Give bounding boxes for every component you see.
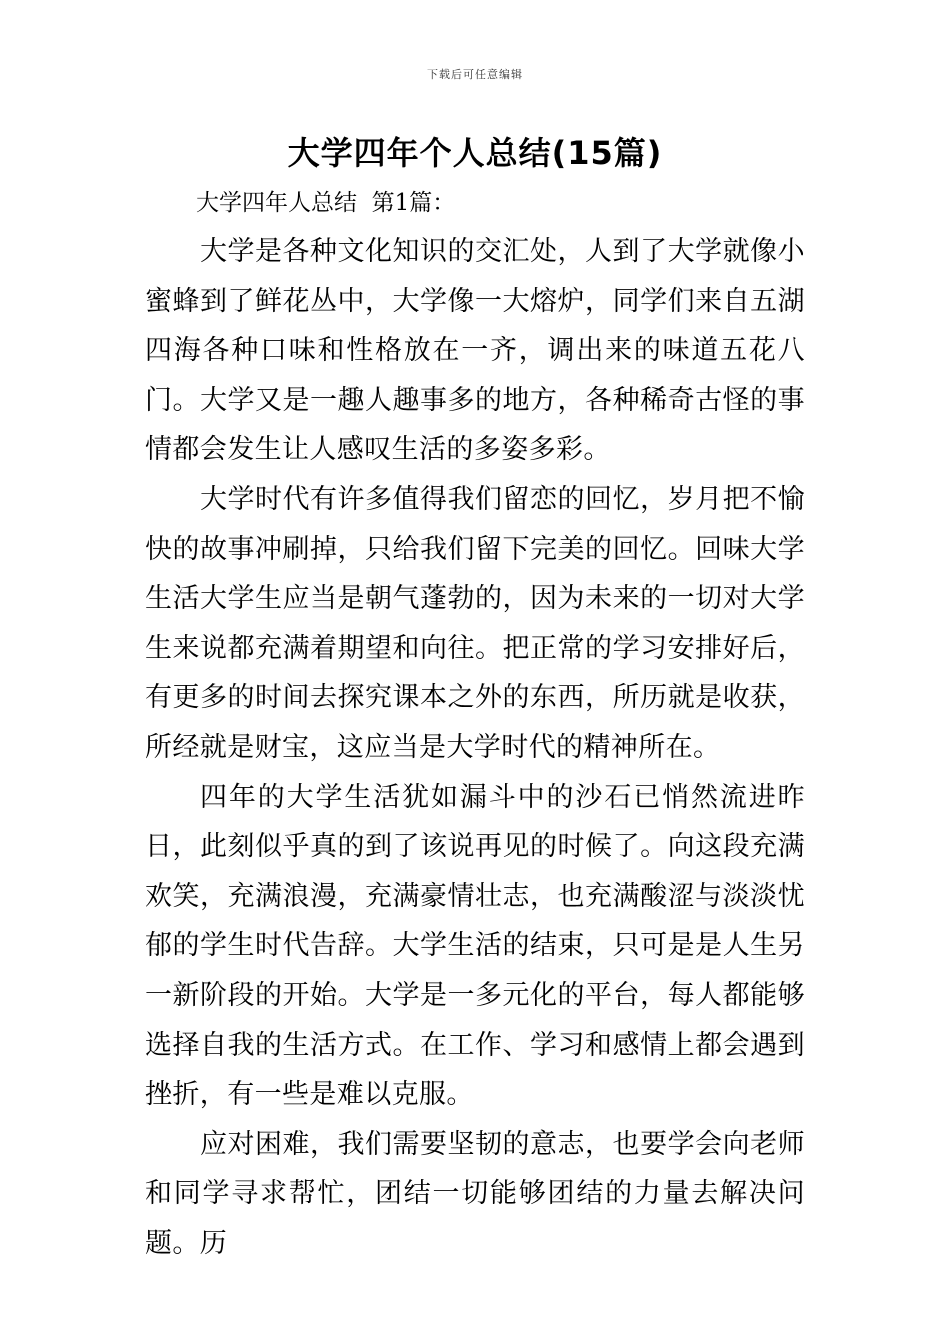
section-subtitle: 大学四年人总结 第1篇：	[196, 190, 456, 216]
header-note: 下载后可任意编辑	[427, 68, 523, 81]
paragraph: 大学时代有许多值得我们留恋的回忆，岁月把不愉快的故事冲刷掉，只给我们留下完美的回忆。回味大学生活大学生应当是朝气蓬勃的，因为未来的一切对大学生来说都充满着期望和向往。把正常的学习安排好后，有更多的时间去探究课本之外的东西，所历就是收获，所经就是财宝，这应当是大学时代的精神所在。	[145, 483, 805, 763]
paragraph: 四年的大学生活犹如漏斗中的沙石已悄然流进昨日，此刻似乎真的到了该说再见的时候了。向这段充满欢笑，充满浪漫，充满豪情壮志，也充满酸涩与淡淡忧郁的学生时代告辞。大学生活的结束，只可是是人生另一新阶段的开始。大学是一多元化的平台，每人都能够选择自我的生活方式。在工作、学习和感情上都会遇到挫折，有一些是难以克服。	[145, 781, 805, 1111]
document-body	[145, 227, 805, 1268]
paragraph: 大学是各种文化知识的交汇处，人到了大学就像小蜜蜂到了鲜花丛中，大学像一大熔炉，同学们来自五湖四海各种口味和性格放在一齐，调出来的味道五花八门。大学又是一趣人趣事多的地方，各种稀奇古怪的事情都会发生让人感叹生活的多姿多彩。	[145, 236, 805, 466]
paragraph: 应对困难，我们需要坚韧的意志，也要学会向老师和同学寻求帮忙，团结一切能够团结的力量去解决问题。历	[145, 1128, 805, 1259]
document-title: 大学四年个人总结(15篇)	[287, 134, 663, 172]
